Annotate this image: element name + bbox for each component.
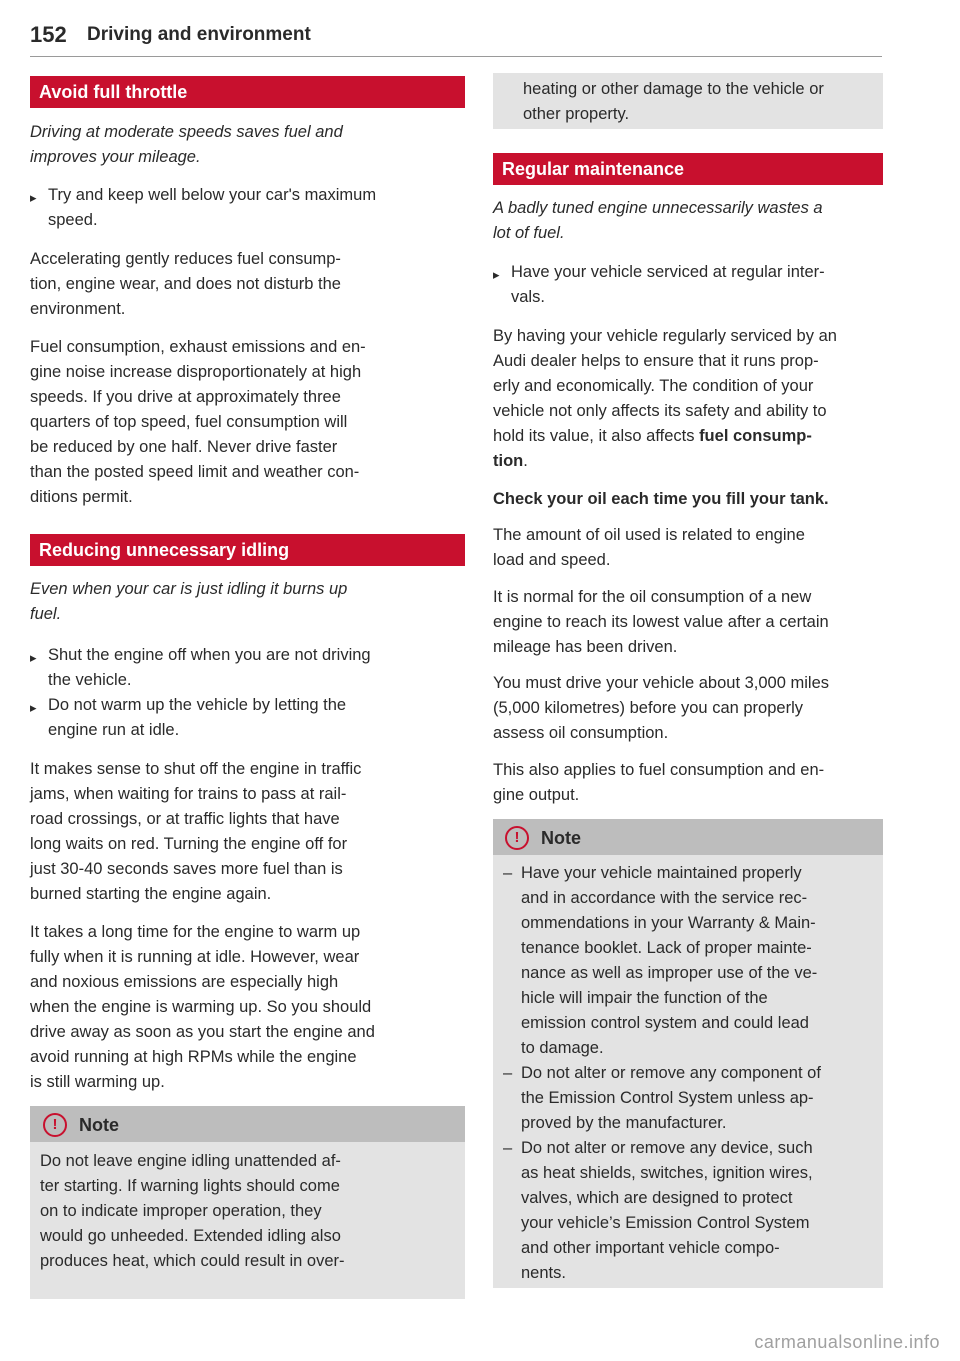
paragraph-line: Audi dealer helps to ensure that it runs prop-: [493, 352, 819, 370]
note-line: tenance booklet. Lack of proper mainte-: [521, 939, 812, 957]
bullet-line: Have your vehicle serviced at regular inter-: [511, 263, 825, 281]
bullet-line: speed.: [48, 211, 98, 229]
note-label: Note: [541, 828, 581, 848]
paragraph-line: erly and economically. The condition of your: [493, 377, 814, 395]
paragraph-line: drive away as soon as you start the engine and: [30, 1023, 375, 1041]
paragraph-line: [493, 424, 812, 449]
heading-reducing-idling: Reducing unnecessary idling: [30, 534, 465, 566]
intro-line: A badly tuned engine unnecessarily wastes a: [493, 199, 823, 217]
paragraph-line: (5,000 kilometres) before you can properly: [493, 699, 803, 717]
bullet-icon: ▸: [30, 190, 37, 205]
page-header: [30, 22, 882, 57]
paragraph-line: is still warming up.: [30, 1073, 165, 1091]
paragraph-line: assess oil consumption.: [493, 724, 669, 742]
paragraph-line: It is normal for the oil consumption of a new: [493, 588, 812, 606]
paragraph-line: be reduced by one half. Never drive faster: [30, 438, 338, 456]
bullet-line: engine run at idle.: [48, 721, 180, 739]
watermark: carmanualsonline.info: [754, 1332, 940, 1352]
paragraph-line: load and speed.: [493, 551, 611, 569]
paragraph-line: mileage has been driven.: [493, 638, 678, 656]
note-line: and in accordance with the service rec-: [521, 889, 808, 907]
paragraph-line: quarters of top speed, fuel consumption will: [30, 413, 348, 431]
note-line: Do not alter or remove any device, such: [521, 1139, 813, 1157]
paragraph-line: speeds. If you drive at approximately three: [30, 388, 341, 406]
paragraph-line: avoid running at high RPMs while the engine: [30, 1048, 357, 1066]
chapter-title: Driving and environment: [87, 24, 311, 45]
paragraph-line: and noxious emissions are especially high: [30, 973, 339, 991]
note-label: Note: [79, 1115, 119, 1135]
note-line: Have your vehicle maintained properly: [521, 864, 802, 882]
paragraph-line: long waits on red. Turning the engine off for: [30, 835, 348, 853]
paragraph-line: just 30-40 seconds saves more fuel than is: [30, 860, 343, 878]
note-line: other property.: [523, 105, 630, 123]
dash-marker: –: [503, 864, 513, 882]
paragraph-line: This also applies to fuel consumption and en-: [493, 761, 825, 779]
note-line: your vehicle’s Emission Control System: [521, 1214, 810, 1232]
bullet-icon: ▸: [30, 650, 37, 665]
paragraph-line: By having your vehicle regularly serviced by an: [493, 327, 837, 345]
note-line: would go unheeded. Extended idling also: [40, 1227, 341, 1245]
paragraph-line: The amount of oil used is related to engine: [493, 526, 805, 544]
note-line: emission control system and could lead: [521, 1014, 809, 1032]
paragraph-line: road crossings, or at traffic lights that have: [30, 810, 340, 828]
bold-instruction: Check your oil each time you fill your tank.: [493, 490, 829, 508]
paragraph-line: when the engine is warming up. So you should: [30, 998, 372, 1016]
paragraph-line: It makes sense to shut off the engine in traffic: [30, 760, 362, 778]
note-line: the Emission Control System unless ap-: [521, 1089, 814, 1107]
paragraph-line: engine to reach its lowest value after a certain: [493, 613, 829, 631]
note-line: ter starting. If warning lights should come: [40, 1177, 340, 1195]
note-line: to damage.: [521, 1039, 604, 1057]
paragraph-line: burned starting the engine again.: [30, 885, 272, 903]
dash-marker: –: [503, 1064, 513, 1082]
page-number: 152: [30, 22, 67, 47]
dash-marker: –: [503, 1139, 513, 1157]
paragraph-line: gine output.: [493, 786, 580, 804]
intro-line: improves your mileage.: [30, 148, 201, 166]
paragraph-line: than the posted speed limit and weather con-: [30, 463, 360, 481]
note-line: ommendations in your Warranty & Main-: [521, 914, 816, 932]
paragraph-line: gine noise increase disproportionately at high: [30, 363, 362, 381]
intro-line: lot of fuel.: [493, 224, 565, 242]
warning-icon: !: [43, 1113, 67, 1137]
text-run-bold: tion: [493, 452, 524, 470]
intro-line: fuel.: [30, 605, 62, 623]
paragraph-line: [493, 449, 528, 474]
note-line: Do not leave engine idling unattended af-: [40, 1152, 341, 1170]
paragraph-line: You must drive your vehicle about 3,000 miles: [493, 674, 829, 692]
intro-line: Even when your car is just idling it burns up: [30, 580, 348, 598]
heading-regular-maintenance: Regular maintenance: [493, 153, 883, 185]
note-line: valves, which are designed to protect: [521, 1189, 793, 1207]
note-line: as heat shields, switches, ignition wires,: [521, 1164, 813, 1182]
note-line: on to indicate improper operation, they: [40, 1202, 322, 1220]
note-line: hicle will impair the function of the: [521, 989, 768, 1007]
note-line: heating or other damage to the vehicle or: [523, 80, 824, 98]
text-run-bold: fuel consump-: [699, 427, 812, 445]
bullet-line: Do not warm up the vehicle by letting the: [48, 696, 347, 714]
paragraph-line: jams, when waiting for trains to pass at rail-: [30, 785, 347, 803]
paragraph-line: Fuel consumption, exhaust emissions and en-: [30, 338, 366, 356]
paragraph-line: vehicle not only affects its safety and ability to: [493, 402, 827, 420]
note-line: nance as well as improper use of the ve-: [521, 964, 818, 982]
bullet-icon: ▸: [30, 700, 37, 715]
intro-line: Driving at moderate speeds saves fuel and: [30, 123, 343, 141]
text-run: hold its value, it also affects: [493, 427, 700, 445]
note-line: produces heat, which could result in over-: [40, 1252, 345, 1270]
paragraph-line: environment.: [30, 300, 126, 318]
bullet-line: Shut the engine off when you are not driving: [48, 646, 371, 664]
heading-avoid-full-throttle: Avoid full throttle: [30, 76, 465, 108]
note-line: and other important vehicle compo-: [521, 1239, 780, 1257]
warning-icon: !: [505, 826, 529, 850]
paragraph-line: Accelerating gently reduces fuel consump-: [30, 250, 341, 268]
paragraph-line: ditions permit.: [30, 488, 133, 506]
note-line: nents.: [521, 1264, 566, 1282]
bullet-icon: ▸: [493, 267, 500, 282]
bullet-line: vals.: [511, 288, 545, 306]
bullet-line: Try and keep well below your car's maximum: [48, 186, 377, 204]
paragraph-line: tion, engine wear, and does not disturb the: [30, 275, 341, 293]
note-line: proved by the manufacturer.: [521, 1114, 727, 1132]
text-run: .: [523, 452, 528, 470]
note-line: Do not alter or remove any component of: [521, 1064, 821, 1082]
paragraph-line: fully when it is running at idle. However, wear: [30, 948, 360, 966]
paragraph-line: It takes a long time for the engine to warm up: [30, 923, 361, 941]
bullet-line: the vehicle.: [48, 671, 132, 689]
